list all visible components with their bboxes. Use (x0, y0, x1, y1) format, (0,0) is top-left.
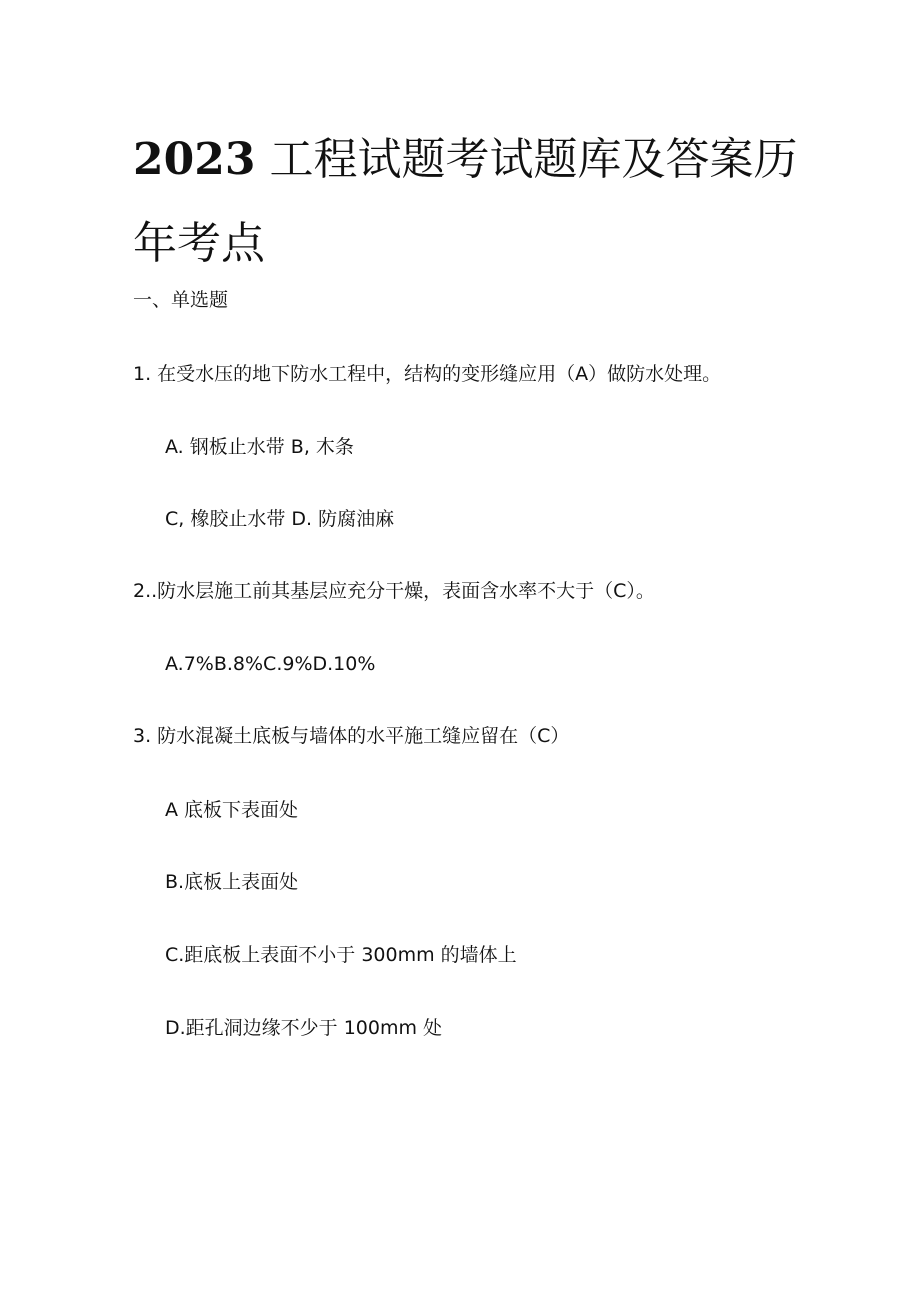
question-3-option-d: D.距孔洞边缘不少于 100mm 处 (165, 1017, 443, 1039)
question-3-stem: 3. 防水混凝土底板与墙体的水平施工缝应留在（C） (133, 725, 570, 747)
page-title (133, 118, 813, 286)
question-3-option-a: A 底板下表面处 (165, 799, 299, 821)
question-1-option-line-1: A. 钢板止水带 B, 木条 (165, 436, 354, 458)
section-heading: 一、单选题 (133, 289, 229, 311)
question-3-option-b: B.底板上表面处 (165, 871, 299, 893)
title-text: 工程试题考试题库及答案历年考点 (133, 134, 798, 269)
question-2-stem: 2..防水层施工前其基层应充分干燥，表面含水率不大于（C）。 (133, 580, 655, 602)
question-1-stem: 1. 在受水压的地下防水工程中，结构的变形缝应用（A）做防水处理。 (133, 363, 722, 385)
question-2-option-line-1: A.7%B.8%C.9%D.10% (165, 653, 376, 675)
question-1-option-line-2: C, 橡胶止水带 D. 防腐油麻 (165, 508, 395, 530)
title-year: 2023 (133, 134, 256, 185)
question-3-option-c: C.距底板上表面不小于 300mm 的墙体上 (165, 944, 517, 966)
